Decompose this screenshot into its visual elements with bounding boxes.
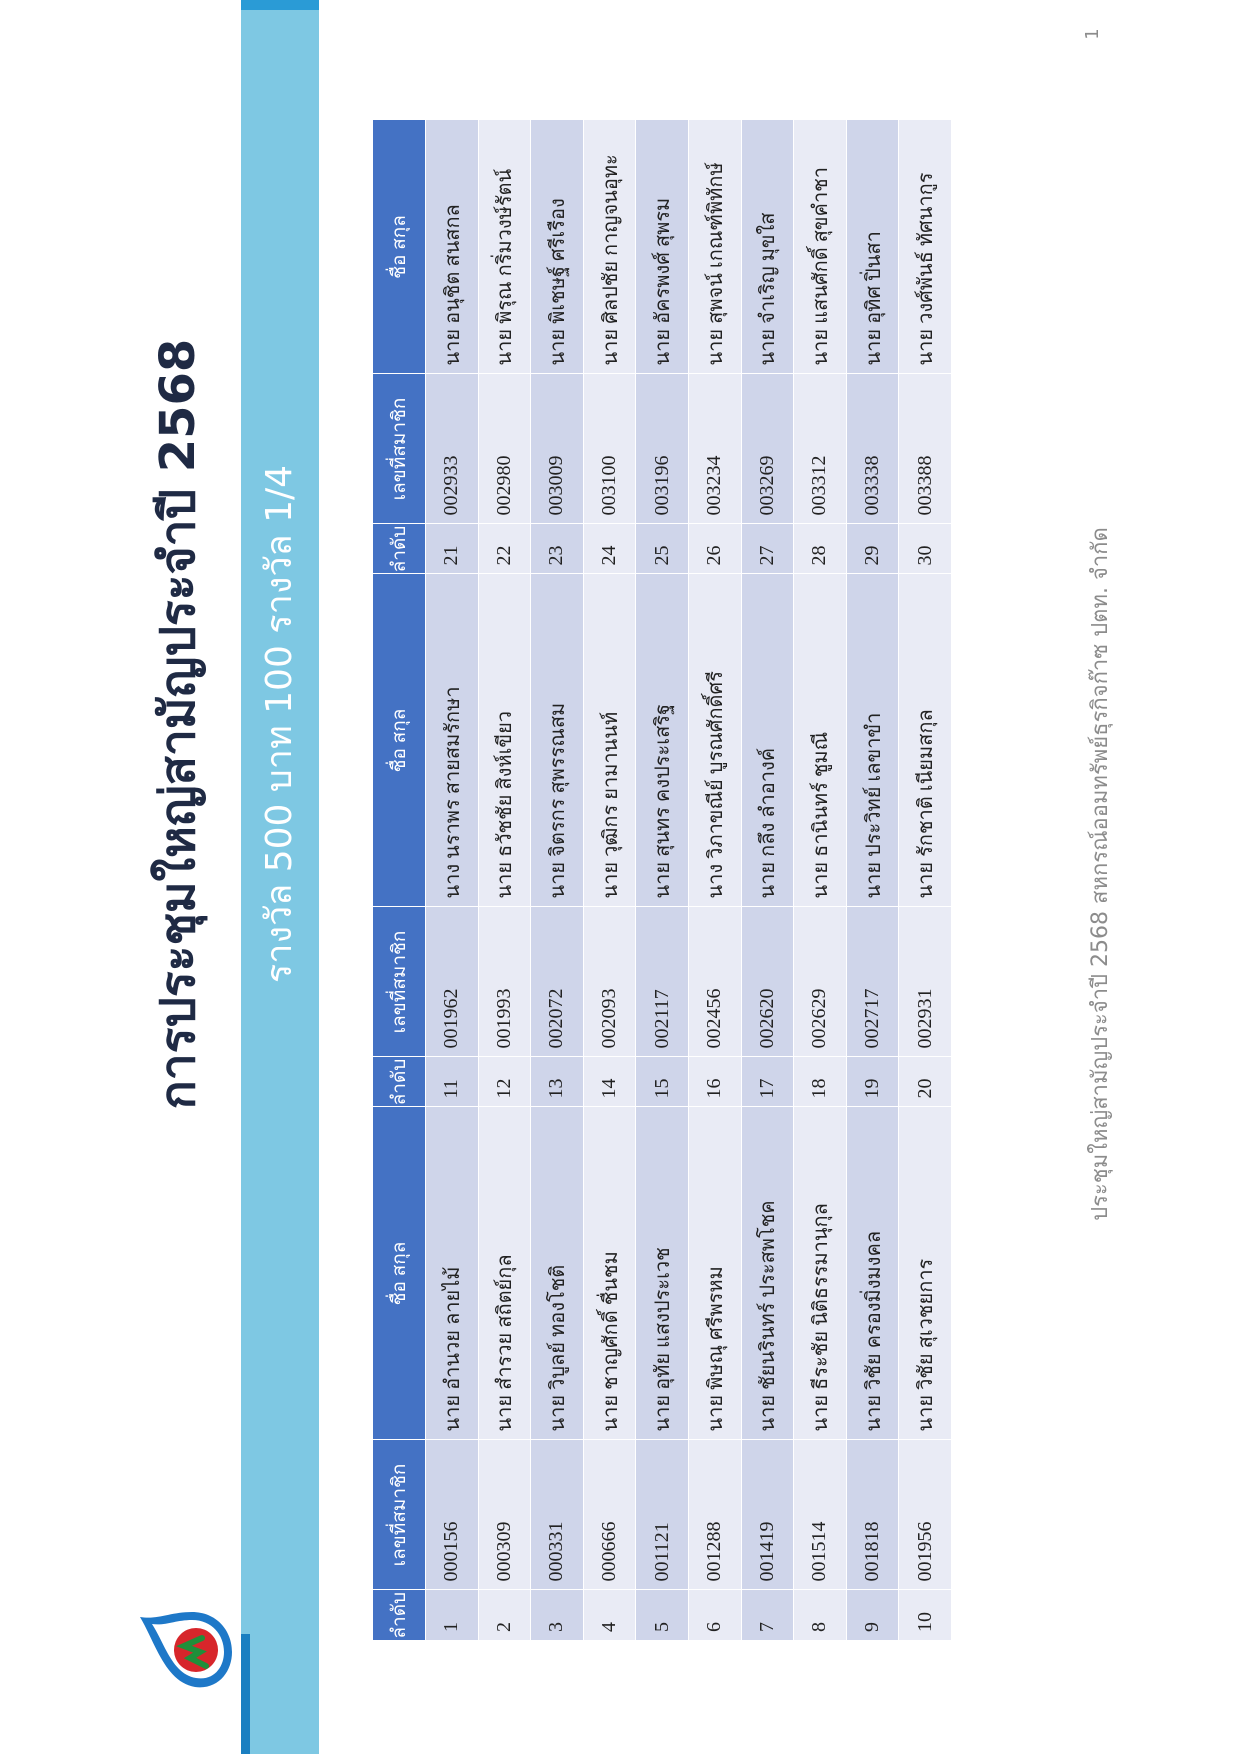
cell-name: นาย วงศ์พันธ์ ทัศนากูร [899, 120, 951, 374]
cell-member-id: 000331 [531, 1440, 584, 1590]
table-row [741, 120, 794, 1640]
cell-name: นาง นราพร สายสมรักษา [426, 574, 479, 907]
cell-name: นาย อุทิศ ปิ่นสา [846, 120, 899, 374]
cell-no: 16 [688, 1057, 741, 1107]
cell-member-id: 001419 [741, 1440, 794, 1590]
cell-name: นาง วิภาขณีย์ บูรณศักดิ์ศรี [688, 574, 741, 907]
cell-name: นาย อนุชิต สนสกล [426, 120, 479, 374]
cell-name: นาย สำรวย สถิตย์กุล [478, 1107, 531, 1440]
header-no: ลำดับ [373, 524, 426, 574]
page-subtitle: รางวัล 500 บาท 100 รางวัล 1/4 [259, 464, 300, 984]
cell-no: 26 [688, 524, 741, 574]
cell-member-id: 002117 [636, 907, 689, 1057]
cell-name: นาย สุนทร คงประเสริฐ [636, 574, 689, 907]
cell-name: นาย พิษณุ ศรีพรหม [688, 1107, 741, 1440]
cell-member-id: 002456 [688, 907, 741, 1057]
cell-member-id: 003312 [794, 374, 847, 524]
cell-name: นาย ประวิทย์ เลขาขำ [846, 574, 899, 907]
header-no: ลำดับ [373, 1590, 426, 1640]
ptt-flame-logo-icon [120, 1592, 240, 1712]
cell-no: 23 [531, 524, 584, 574]
table-row [636, 120, 689, 1640]
cell-no: 21 [426, 524, 479, 574]
page-number: 1 [1082, 28, 1103, 40]
cell-member-id: 002980 [478, 374, 531, 524]
header-name: ชื่อ สกุล [373, 120, 426, 374]
cell-no: 17 [741, 1057, 794, 1107]
cell-member-id: 002931 [899, 907, 951, 1057]
cell-no: 18 [794, 1057, 847, 1107]
cell-no: 13 [531, 1057, 584, 1107]
cell-member-id: 002629 [794, 907, 847, 1057]
cell-name: นาย ธานินทร์ ชูมณี [794, 574, 847, 907]
cell-no: 10 [899, 1590, 951, 1640]
header-member-id: เลขที่สมาชิก [373, 907, 426, 1057]
cell-no: 15 [636, 1057, 689, 1107]
cell-no: 8 [794, 1590, 847, 1640]
cell-no: 24 [583, 524, 636, 574]
cell-name: นาย สุพจน์ เกณฑ์พิทักษ์ [688, 120, 741, 374]
table-row [583, 120, 636, 1640]
cell-no: 29 [846, 524, 899, 574]
table-row [478, 120, 531, 1640]
cell-member-id: 002620 [741, 907, 794, 1057]
cell-name: นาย ธวัชชัย สิงห์เขียว [478, 574, 531, 907]
header-name: ชื่อ สกุล [373, 574, 426, 907]
cell-no: 22 [478, 524, 531, 574]
cell-member-id: 000156 [426, 1440, 479, 1590]
cell-name: นาย ชัยนรินทร์ ประสพโชค [741, 1107, 794, 1440]
cell-name: นาย จำเริญ มุขใส [741, 120, 794, 374]
cell-no: 20 [899, 1057, 951, 1107]
cell-name: นาย ชาญศักดิ์ ชื่นชม [583, 1107, 636, 1440]
cell-member-id: 003234 [688, 374, 741, 524]
cell-name: นาย พิรุณ กริ่มวงษ์รัตน์ [478, 120, 531, 374]
cell-member-id: 001962 [426, 907, 479, 1057]
cell-member-id: 001956 [899, 1440, 951, 1590]
table-row [426, 120, 479, 1640]
cell-name: นาย ธีระชัย นิติธรรมานุกุล [794, 1107, 847, 1440]
cell-member-id: 000309 [478, 1440, 531, 1590]
cell-name: นาย วุฒิกร ยามานนท์ [583, 574, 636, 907]
cell-no: 11 [426, 1057, 479, 1107]
table-row [688, 120, 741, 1640]
table-row [899, 120, 951, 1640]
cell-name: นาย อุทัย แสงประเวช [636, 1107, 689, 1440]
cell-name: นาย จิตรกร สุพรรณสม [531, 574, 584, 907]
cell-no: 1 [426, 1590, 479, 1640]
header-member-id: เลขที่สมาชิก [373, 1440, 426, 1590]
cell-name: นาย แสนศักดิ์ สุขคำชา [794, 120, 847, 374]
cell-name: นาย วิชัย สุเวชยการ [899, 1107, 951, 1440]
cell-member-id: 003196 [636, 374, 689, 524]
page-title: การประชุมใหญ่สามัญประจำปี 2568 [150, 338, 206, 1110]
table-row [794, 120, 847, 1640]
cell-no: 5 [636, 1590, 689, 1640]
table-header-row [373, 120, 426, 1640]
winners-table [373, 120, 951, 1640]
cell-no: 27 [741, 524, 794, 574]
cell-member-id: 002072 [531, 907, 584, 1057]
cell-no: 30 [899, 524, 951, 574]
cell-member-id: 003269 [741, 374, 794, 524]
cell-name: นาย วิบูลย์ ทองโชติ [531, 1107, 584, 1440]
cell-member-id: 003009 [531, 374, 584, 524]
footer-text: ประชุมใหญ่สามัญประจำปี 2568 สหกรณ์ออมทรัพย์ธุรกิจก๊าซ ปตท. จำกัด [1088, 527, 1113, 1221]
cell-no: 9 [846, 1590, 899, 1640]
cell-no: 4 [583, 1590, 636, 1640]
cell-name: นาย กลึง ลำอางค์ [741, 574, 794, 907]
cell-no: 7 [741, 1590, 794, 1640]
cell-member-id: 003338 [846, 374, 899, 524]
table-row [531, 120, 584, 1640]
cell-no: 3 [531, 1590, 584, 1640]
cell-name: นาย วิชัย ครองมิ่งมงคล [846, 1107, 899, 1440]
band-accent-right [241, 0, 319, 10]
cell-member-id: 002933 [426, 374, 479, 524]
cell-no: 14 [583, 1057, 636, 1107]
cell-name: นาย อัครพงศ์ สุพรม [636, 120, 689, 374]
cell-member-id: 002717 [846, 907, 899, 1057]
cell-member-id: 001993 [478, 907, 531, 1057]
cell-no: 2 [478, 1590, 531, 1640]
header-member-id: เลขที่สมาชิก [373, 374, 426, 524]
cell-name: นาย อำนวย ลายไม้ [426, 1107, 479, 1440]
cell-member-id: 001818 [846, 1440, 899, 1590]
cell-member-id: 002093 [583, 907, 636, 1057]
cell-member-id: 001288 [688, 1440, 741, 1590]
header-name: ชื่อ สกุล [373, 1107, 426, 1440]
cell-no: 25 [636, 524, 689, 574]
cell-member-id: 000666 [583, 1440, 636, 1590]
cell-name: นาย รักชาติ เนียมสกุล [899, 574, 951, 907]
table-row [846, 120, 899, 1640]
cell-no: 28 [794, 524, 847, 574]
band-accent-left [241, 1634, 250, 1754]
cell-name: นาย พิเชษฐ์ ศรีเรือง [531, 120, 584, 374]
cell-member-id: 001121 [636, 1440, 689, 1590]
cell-name: นาย ศิลปชัย กาญจนอุทะ [583, 120, 636, 374]
cell-member-id: 003100 [583, 374, 636, 524]
cell-member-id: 001514 [794, 1440, 847, 1590]
cell-no: 19 [846, 1057, 899, 1107]
cell-no: 12 [478, 1057, 531, 1107]
header-no: ลำดับ [373, 1057, 426, 1107]
cell-no: 6 [688, 1590, 741, 1640]
cell-member-id: 003388 [899, 374, 951, 524]
